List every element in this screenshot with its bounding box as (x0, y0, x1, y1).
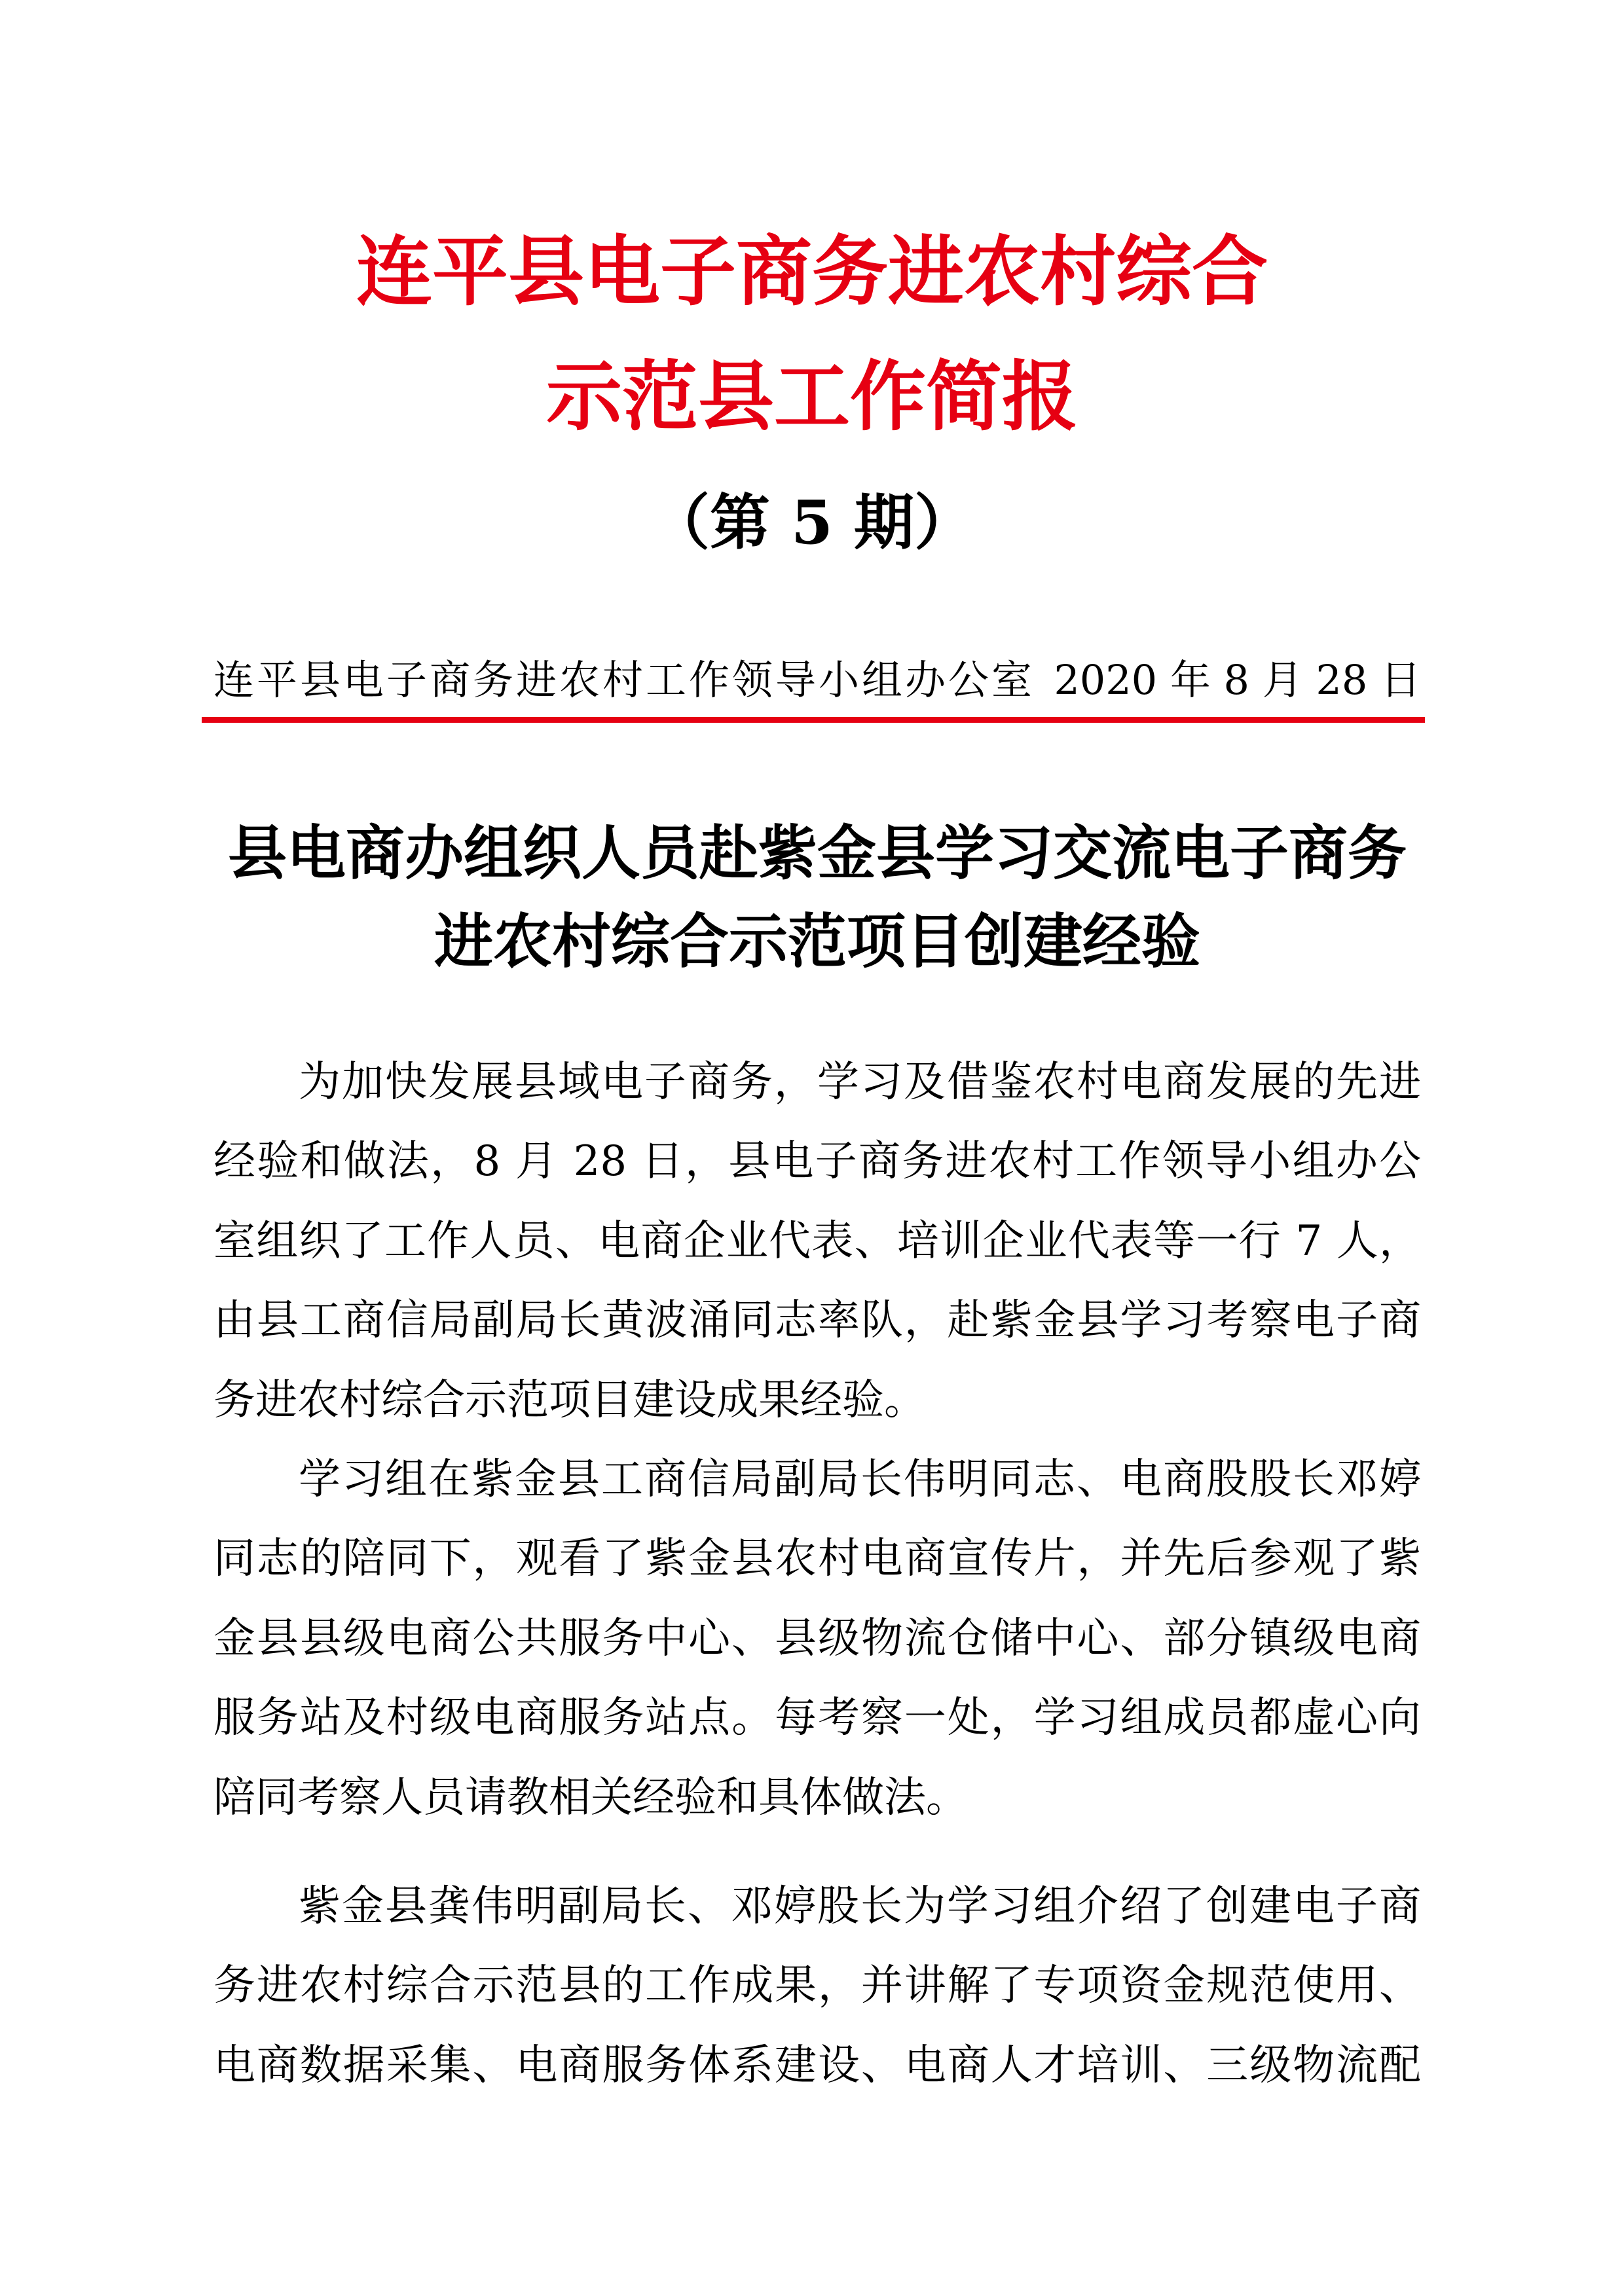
masthead-title-line-2: 示范县工作简报 (546, 352, 1078, 441)
issue-number: （第 5 期） (649, 487, 975, 558)
issuer-name: 连平县电子商务进农村工作领导小组办公室 (213, 656, 1035, 704)
text-line: 金县县级电商公共服务中心、县级物流仓储中心、部分镇级电商 (213, 1614, 1421, 1663)
text-line: 务进农村综合示范项目建设成果经验。 (213, 1376, 926, 1425)
paragraph-1 (213, 1043, 1421, 1440)
text-line: 为加快发展县域电子商务，学习及借鉴农村电商发展的先进 (299, 1058, 1421, 1106)
text-line: 陪同考察人员请教相关经验和具体做法。 (213, 1773, 968, 1822)
text-line: 经验和做法，8 月 28 日，县电子商务进农村工作领导小组办公 (213, 1137, 1421, 1186)
text-line: 由县工商信局副局长黄波涌同志率队，赴紫金县学习考察电子商 (213, 1296, 1421, 1345)
text-line: 室组织了工作人员、电商企业代表、培训企业代表等一行 7 人， (213, 1216, 1421, 1266)
article-body (213, 1043, 1421, 2105)
masthead-title (0, 210, 1624, 460)
text-line: 电商数据采集、电商服务体系建设、电商人才培训、三级物流配 (213, 2041, 1421, 2090)
issue-date: 2020 年 8 月 28 日 (1054, 656, 1421, 704)
paragraph-2 (213, 1440, 1421, 1838)
red-divider-rule (202, 717, 1425, 723)
text-line: 服务站及村级电商服务站点。每考察一处，学习组成员都虚心向 (213, 1694, 1421, 1743)
text-line: 同志的陪同下，观看了紫金县农村电商宣传片，并先后参观了紫 (213, 1535, 1421, 1584)
text-line: 学习组在紫金县工商信局副局长伟明同志、电商股股长邓婷 (299, 1455, 1421, 1504)
issuer-line (213, 654, 1421, 706)
paragraph-3 (213, 1867, 1421, 2105)
article-title-line-1: 县电商办组织人员赴紫金县学习交流电子商务 (228, 819, 1407, 888)
text-line: 紫金县龚伟明副局长、邓婷股长为学习组介绍了创建电子商 (299, 1882, 1421, 1931)
masthead-title-line-1: 连平县电子商务进农村综合 (356, 227, 1268, 316)
article-title (213, 809, 1421, 986)
article-title-line-2: 进农村综合示范项目创建经验 (434, 907, 1200, 976)
text-line: 务进农村综合示范县的工作成果，并讲解了专项资金规范使用、 (213, 1961, 1421, 2011)
